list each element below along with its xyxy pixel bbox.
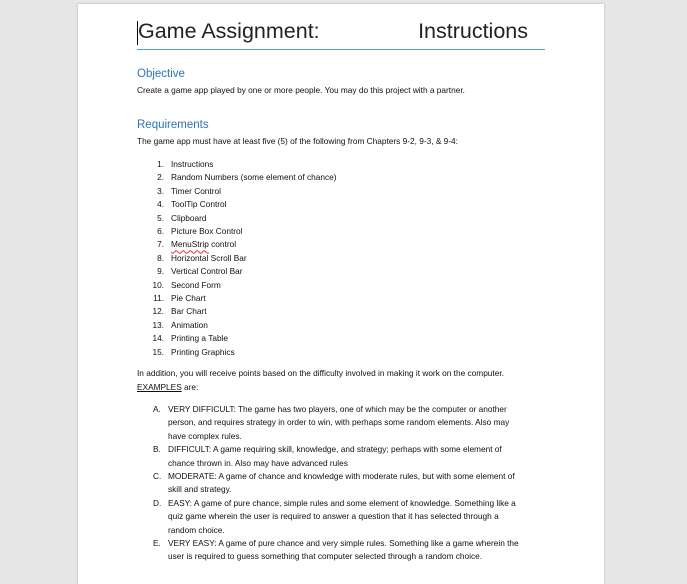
example-letter: B. — [153, 444, 161, 455]
examples-line — [137, 382, 198, 392]
example-line: user is required to guess something that computer selected through a random choice. — [168, 551, 483, 562]
requirement-item — [157, 266, 243, 277]
example-line: VERY DIFFICULT: The game has two players, one of which may be the computer or another — [168, 404, 507, 414]
requirement-item — [153, 293, 206, 303]
examples-suffix: are: — [181, 382, 199, 392]
objective-text: Create a game app played by one or more people. You may do this project with a partner. — [137, 85, 465, 95]
requirements-intro: The game app must have at least five (5) of the following from Chapters 9-2, 9-3, & 9-4: — [137, 136, 458, 146]
requirement-label: Printing a Table — [171, 333, 229, 344]
requirement-number: 3. — [157, 185, 164, 196]
requirement-number: 9. — [157, 266, 164, 277]
requirement-number: 8. — [157, 252, 164, 263]
objective-heading: Objective — [137, 68, 185, 80]
requirement-number: 7. — [157, 239, 164, 250]
example-letter: A. — [153, 404, 161, 414]
example-line: random choice. — [168, 524, 225, 535]
example-line: chance thrown in. Also may have advanced rules — [168, 457, 348, 468]
requirements-heading: Requirements — [137, 119, 209, 131]
requirement-label: Horizontal Scroll Bar — [171, 252, 247, 263]
requirement-item — [157, 199, 227, 210]
requirement-label: Picture Box Control — [171, 226, 243, 236]
example-line: EASY: A game of pure chance, simple rules and some element of knowledge. Something like a — [168, 497, 516, 508]
requirement-label: Pie Chart — [171, 293, 206, 303]
title-row — [137, 18, 545, 50]
requirement-item — [157, 159, 214, 169]
requirement-item — [152, 306, 207, 317]
requirement-item — [157, 252, 247, 263]
points-text: In addition, you will receive points based on the difficulty involved in making it work on the computer. — [137, 368, 504, 378]
example-line: VERY EASY: A game of pure chance and very simple rules. Something like a game wherein the — [168, 538, 519, 548]
document-page[interactable] — [78, 4, 604, 584]
example-line: DIFFICULT: A game requiring skill, knowledge, and strategy; perhaps with some element of — [168, 444, 502, 455]
requirement-label: Vertical Control Bar — [171, 266, 243, 277]
requirement-item — [152, 333, 229, 344]
requirement-number: 13. — [152, 319, 164, 330]
requirement-label: Clipboard — [171, 212, 207, 223]
requirement-number: 1. — [157, 159, 164, 169]
requirement-number: 2. — [157, 172, 164, 183]
requirement-number: 5. — [157, 212, 164, 223]
requirement-label: Instructions — [171, 159, 214, 169]
requirement-label: Random Numbers (some element of chance) — [171, 172, 337, 183]
requirement-number: 4. — [157, 199, 164, 210]
requirement-item — [152, 319, 208, 330]
example-line: skill and strategy. — [168, 484, 232, 495]
requirement-label: Printing Graphics — [171, 346, 235, 357]
requirement-number: 6. — [157, 226, 164, 236]
requirement-item — [157, 239, 237, 250]
requirement-item — [152, 279, 221, 290]
example-letter: D. — [153, 497, 162, 508]
example-line: have complex rules. — [168, 430, 242, 441]
requirement-number: 14. — [152, 333, 164, 344]
requirement-item — [157, 226, 243, 236]
requirement-item — [157, 212, 207, 223]
requirement-number: 12. — [152, 306, 164, 317]
examples-word: EXAMPLES — [137, 382, 182, 392]
requirement-item — [157, 185, 221, 196]
requirement-label: Timer Control — [171, 185, 221, 196]
requirement-label: MenuStrip control — [171, 239, 237, 250]
example-line: quiz game wherein the user is required to answer a question that it has selected through a — [168, 511, 499, 522]
example-line: person, and requires strategy in order to win, with perhaps some random elements. Also may — [168, 417, 510, 428]
title-left: Game Assignment: — [138, 19, 320, 43]
requirement-item — [157, 172, 337, 183]
example-line: MODERATE: A game of chance and knowledge with moderate rules, but with some element of — [168, 471, 515, 481]
requirement-label: Animation — [171, 319, 208, 330]
example-letter: E. — [153, 538, 161, 548]
requirement-label: ToolTip Control — [171, 199, 227, 210]
requirement-label: Bar Chart — [171, 306, 207, 317]
title-right: Instructions — [418, 19, 528, 43]
requirement-number: 15. — [152, 346, 164, 357]
requirement-number: 11. — [153, 293, 164, 303]
requirement-number: 10. — [152, 279, 164, 290]
example-letter: C. — [153, 471, 162, 481]
requirement-label: Second Form — [171, 279, 221, 290]
requirement-item — [152, 346, 235, 357]
